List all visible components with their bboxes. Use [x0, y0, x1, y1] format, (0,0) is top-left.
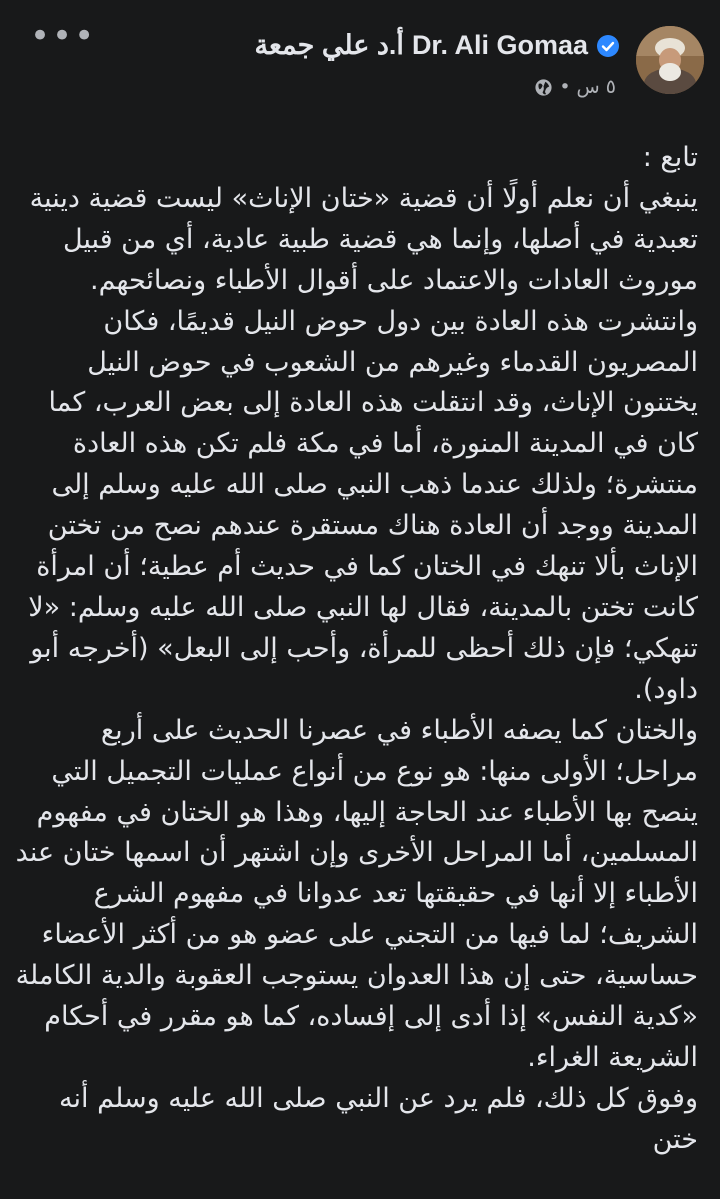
post-meta [534, 76, 616, 98]
author-name[interactable]: Dr. Ali Gomaa [411, 30, 588, 60]
author-name-arabic[interactable]: أ.د علي جمعة [254, 30, 404, 60]
post-paragraph: والختان كما يصفه الأطباء في عصرنا الحديث على أربع مراحل؛ الأولى منها: هو نوع من أنواع عمليات التجميل التي ينصح بها الأطباء عند الحاجة إليها، وهذا هو الختان في مفهوم المسلمين، أما المراحل الأخرى وإن اشتهر أن اسمها ختان عند الأطباء إلا أنها في حقيقتها تعد عدوانا في مفهوم الشرع الشريف؛ لما فيها من التجني على عضو هو من أكثر الأعضاء حساسية، حتى إن هذا العدوان يستوجب العقوبة والدية الكاملة «كدية النفس» إذا أدى إلى إفساده، كما هو مقرر في أحكام الشريعة الغراء. [15, 714, 698, 1073]
post-paragraph: وانتشرت هذه العادة بين دول حوض النيل قديمًا، فكان المصريون القدماء وغيرهم من الشعوب في حوض النيل يختنون الإناث، وقد انتقلت هذه العادة إلى بعض العرب، كما كان في المدينة المنورة، أما في مكة فلم تكن هذه العادة منتشرة؛ ولذلك عندما ذهب النبي صلى الله عليه وسلم إلى المدينة ووجد أن العادة هناك مستقرة عندهم نصح من تختن الإناث بألا تنهك في الختان كما في حديث أم عطية؛ أن امرأة كانت تختن بالمدينة، فقال لها النبي صلى الله عليه وسلم: «لا تنهكي؛ فإن ذلك أحظى للمرأة، وأحب إلى البعل» (أخرجه أبو داود). [28, 305, 698, 705]
avatar-image [636, 26, 704, 94]
post-body [12, 138, 698, 1161]
post-timestamp[interactable]: ٥ س [576, 76, 616, 98]
post-header [0, 16, 720, 102]
post-paragraph: وفوق كل ذلك، فلم يرد عن النبي صلى الله عليه وسلم أنه ختن [59, 1082, 698, 1155]
post-paragraph: ينبغي أن نعلم أولًا أن قضية «ختان الإناث» ليست قضية دينية تعبدية في أصلها، وإنما هي قضية طبية عادية، أي من قبيل موروث العادات والاعتماد على أقوال الأطباء ونصائحهم. [29, 182, 698, 296]
verified-badge-icon [596, 34, 620, 58]
more-options-icon[interactable]: ••• [30, 16, 97, 56]
author-avatar[interactable] [636, 26, 704, 94]
author-line [255, 30, 620, 61]
post-paragraph: تابع : [642, 142, 698, 173]
globe-icon [534, 78, 553, 97]
meta-separator: • [559, 76, 571, 98]
